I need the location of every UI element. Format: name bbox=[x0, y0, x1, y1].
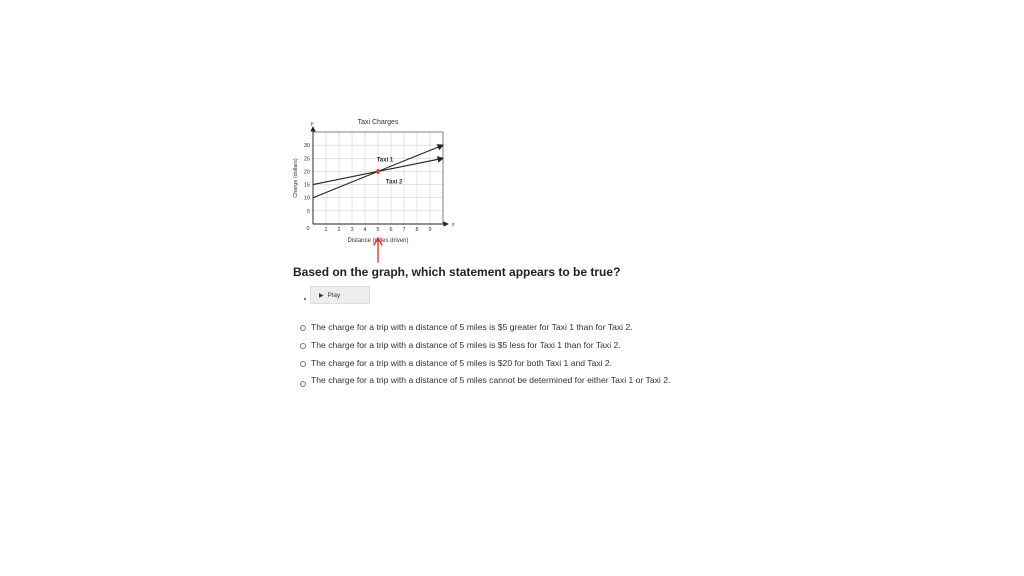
origin-label: 0 bbox=[306, 226, 310, 232]
series-label-2: Taxi 2 bbox=[385, 179, 403, 186]
radio-button-a[interactable] bbox=[300, 325, 306, 331]
play-label: Play bbox=[327, 291, 341, 299]
x-tick-label: 2 bbox=[337, 227, 341, 233]
series-label-1: Taxi 1 bbox=[376, 157, 394, 164]
x-axis-label: Distance (miles driven) bbox=[347, 238, 409, 244]
play-triangle-icon: ▶ bbox=[319, 292, 324, 299]
radio-button-b[interactable] bbox=[300, 343, 306, 349]
x-tick-label: 3 bbox=[350, 227, 354, 233]
answer-choice-text: The charge for a trip with a distance of 5 miles is $5 less for Taxi 1 than for Taxi 2. bbox=[311, 340, 621, 350]
answer-choice-text: The charge for a trip with a distance of 5 miles cannot be determined for either Taxi 1 or Taxi 2. bbox=[311, 375, 671, 385]
x-tick-label: 7 bbox=[402, 227, 406, 233]
y-tick-label: 20 bbox=[303, 169, 310, 176]
answer-choice-a[interactable] bbox=[300, 323, 633, 332]
radio-button-d[interactable] bbox=[300, 381, 306, 387]
x-tick-label: 6 bbox=[389, 227, 393, 233]
y-tick-label: 5 bbox=[306, 208, 310, 215]
x-tick-label: 4 bbox=[363, 227, 367, 233]
x-tick-label: 1 bbox=[324, 227, 328, 233]
y-tick-label: 30 bbox=[303, 143, 310, 150]
answer-choice-c[interactable] bbox=[300, 359, 612, 368]
answer-choice-d[interactable] bbox=[300, 376, 696, 384]
x-axis-letter: x bbox=[451, 222, 455, 228]
red-arrow-icon bbox=[374, 238, 382, 262]
answer-choice-text: The charge for a trip with a distance of 5 miles is $20 for both Taxi 1 and Taxi 2. bbox=[311, 358, 613, 368]
graph-title: Taxi Charges bbox=[357, 119, 399, 126]
y-tick-label: 25 bbox=[303, 156, 310, 163]
question-text: Based on the graph, which statement appears to be true? bbox=[293, 265, 621, 279]
taxi-charges-graph bbox=[282, 112, 458, 266]
graph-ticks bbox=[304, 143, 432, 233]
answer-choice-text: The charge for a trip with a distance of 5 miles is $5 greater for Taxi 1 than for Taxi 2. bbox=[311, 322, 633, 332]
play-button[interactable] bbox=[310, 286, 370, 304]
graph-grid bbox=[313, 132, 443, 224]
radio-button-c[interactable] bbox=[300, 361, 306, 367]
x-tick-label: 5 bbox=[376, 227, 380, 233]
x-tick-label: 9 bbox=[428, 227, 432, 233]
bullet-dot bbox=[304, 298, 306, 300]
answer-choice-b[interactable] bbox=[300, 341, 621, 350]
graph-axes bbox=[310, 121, 455, 228]
intersection-point-marker bbox=[376, 169, 380, 174]
y-axis-letter: y bbox=[310, 121, 314, 127]
x-tick-label: 8 bbox=[415, 227, 419, 233]
y-axis-label: Charge (dollars) bbox=[293, 158, 299, 198]
y-tick-label: 15 bbox=[303, 182, 310, 189]
y-tick-label: 10 bbox=[303, 195, 310, 202]
